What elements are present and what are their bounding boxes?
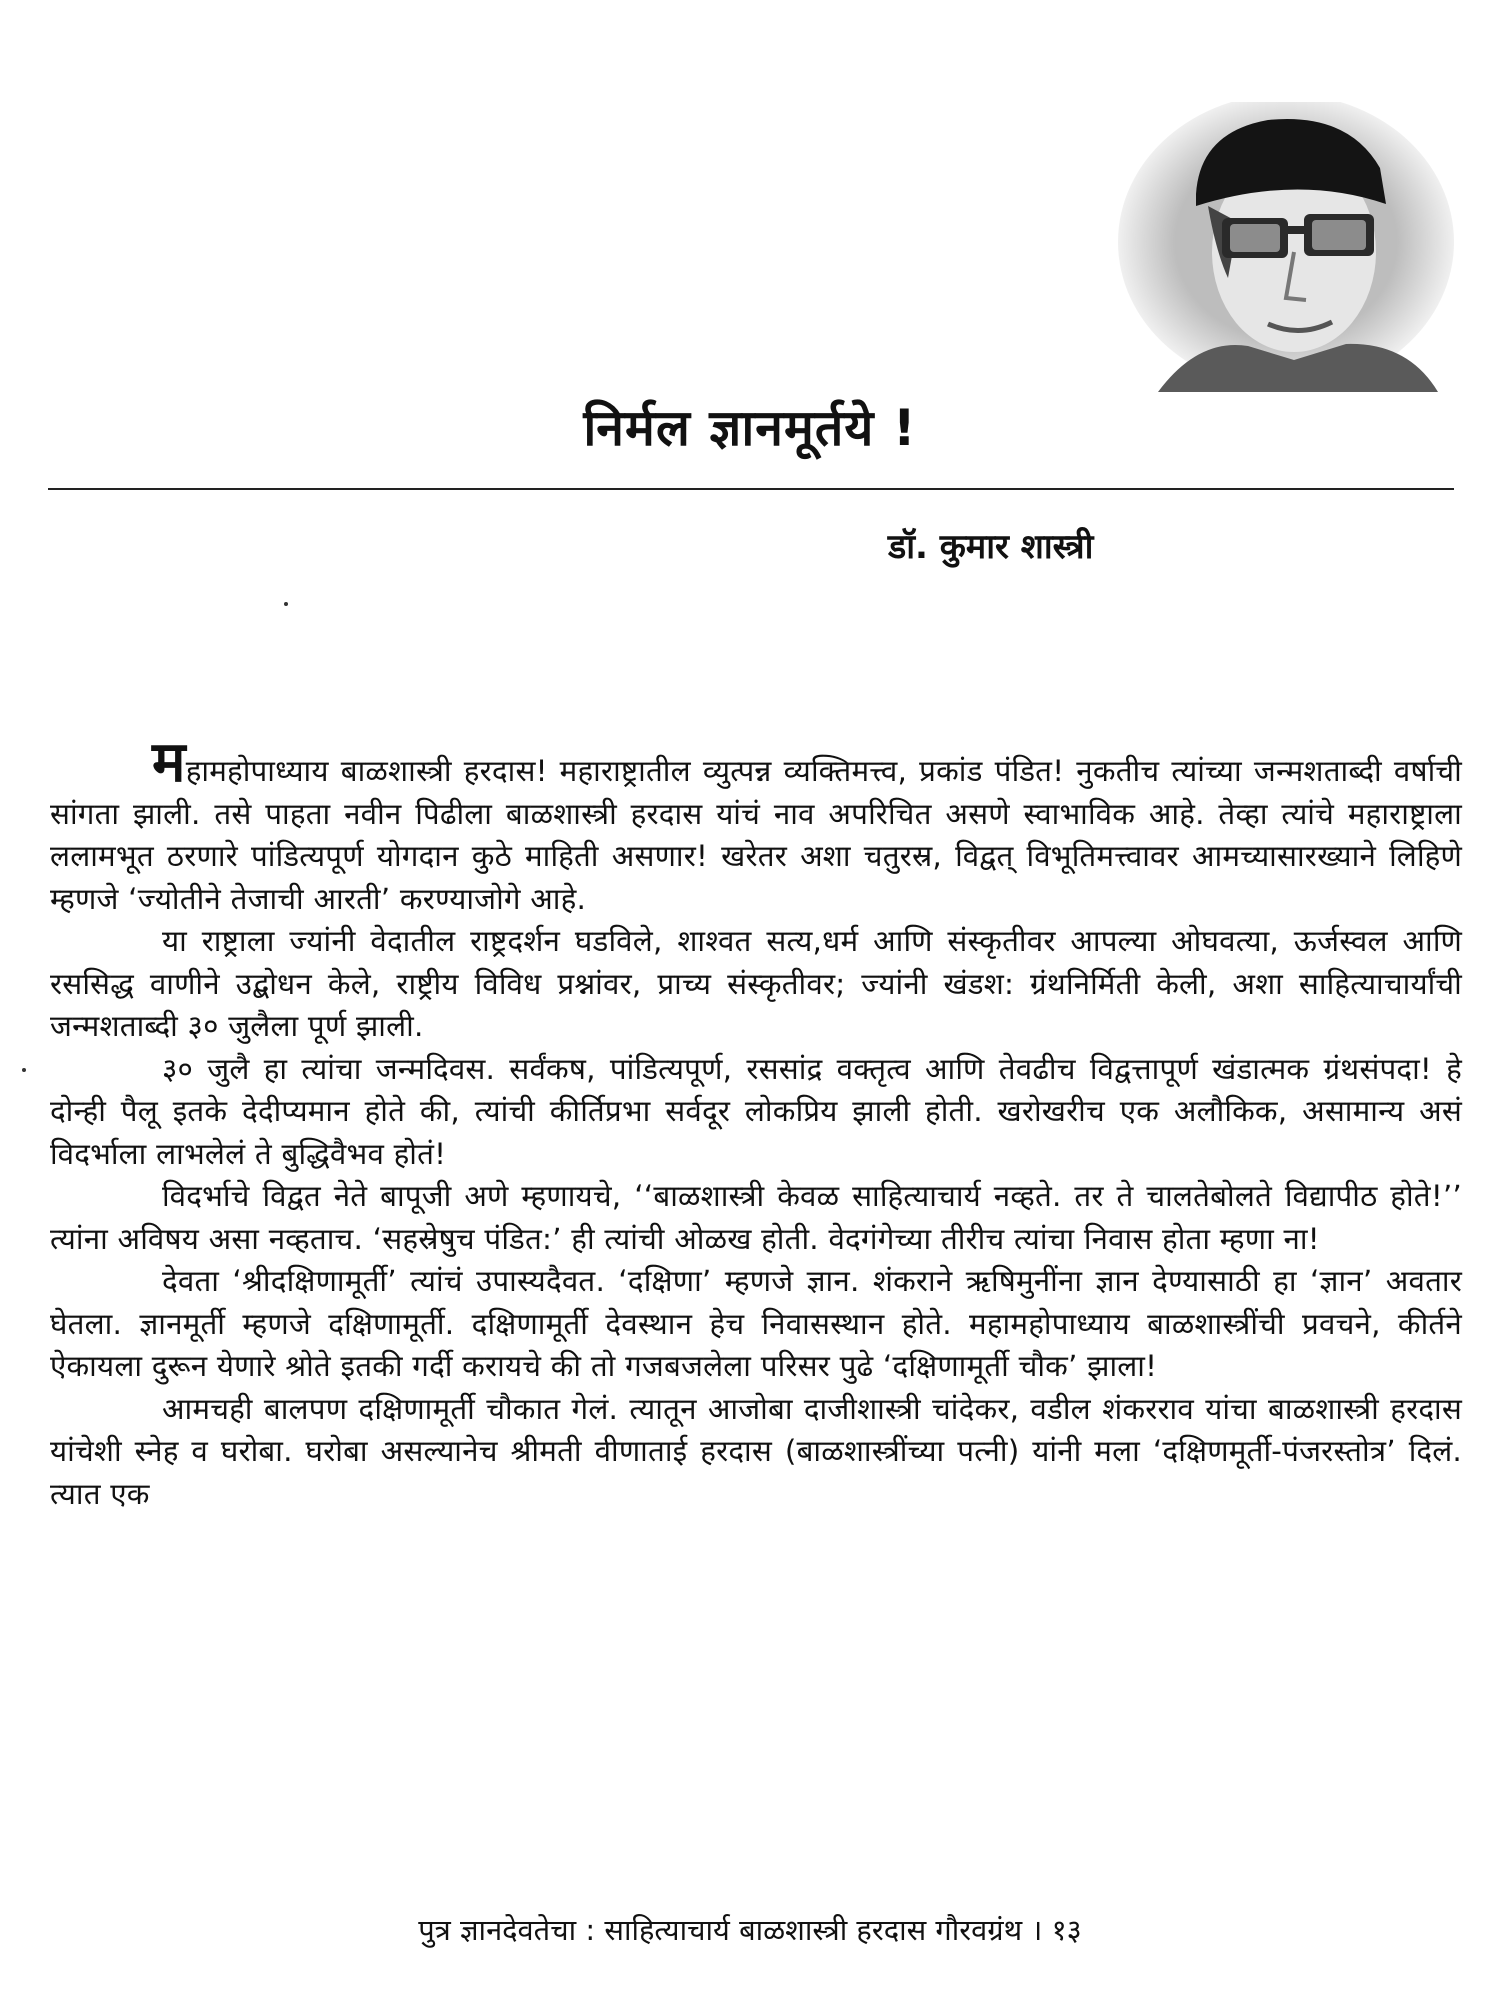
speck-mark [284, 602, 288, 606]
article-body [50, 730, 1462, 1515]
paragraph: या राष्ट्राला ज्यांनी वेदातील राष्ट्रदर्शन घडविले, शाश्वत सत्य,धर्म आणि संस्कृतीवर आपल्या ओघवत्या, ऊर्जस्वल आणि रससिद्ध वाणीने उद्बोधन केले, राष्ट्रीय विविध प्रश्नांवर, प्राच्य संस्कृतीवर; ज्यांनी खंडश: ग्रंथनिर्मिती केली, अशा साहित्याचार्यांची जन्मशताब्दी ३० जुलैला पूर्ण झाली. [50, 924, 1462, 1043]
paragraph: आमचही बालपण दक्षिणामूर्ती चौकात गेलं. त्यातून आजोबा दाजीशास्त्री चांदेकर, वडील शंकरराव यांचा बाळशास्त्री हरदास यांचेशी स्नेह व घरोबा. घरोबा असल्यानेच श्रीमती वीणाताई हरदास (बाळशास्त्रींच्या पत्नी) यांनी मला ‘दक्षिणमूर्ती-पंजरस्तोत्र’ दिलं. त्यात एक [50, 1391, 1462, 1511]
title-divider [48, 488, 1454, 490]
portrait-photo-icon [1118, 102, 1454, 392]
paragraph: ३० जुलै हा त्यांचा जन्मदिवस. सर्वंकष, पांडित्यपूर्ण, रससांद्र वक्तृत्व आणि तेवढीच विद्वत्तापूर्ण खंडात्मक ग्रंथसंपदा! हे दोन्ही पैलू इतके देदीप्यमान होते की, त्यांची कीर्तिप्रभा सर्वदूर लोकप्रिय झाली होती. खरोखरीच एक अलौकिक, असामान्य असं विदर्भाला लाभलेलं ते बुद्धिवैभव होतं! [50, 1051, 1462, 1171]
paragraph-text: हामहोपाध्याय बाळशास्त्री हरदास! महाराष्ट्रातील व्युत्पन्न व्यक्तिमत्त्व, प्रकांड पंडित! नुकतीच त्यांच्या जन्मशताब्दी वर्षाची सांगता झाली. तसे पाहता नवीन पिढीला बाळशास्त्री हरदास यांचं नाव अपरिचित असणे स्वाभाविक आहे. तेव्हा त्यांचे महाराष्ट्राला ललामभूत ठरणारे पांडित्यपूर्ण योगदान कुठे माहिती असणार! खरेतर अशा चतुरस्र, विद्वत् विभूतिमत्त्वावर आमच्यासारख्याने लिहिणे म्हणजे ‘ज्योतीने तेजाची आरती’ करण्याजोगे आहे. [50, 754, 1462, 916]
paragraph: देवता ‘श्रीदक्षिणामूर्ती’ त्यांचं उपास्यदैवत. ‘दक्षिणा’ म्हणजे ज्ञान. शंकराने ऋषिमुनींना ज्ञान देण्यासाठी हा ‘ज्ञान’ अवतार घेतला. ज्ञानमूर्ती म्हणजे दक्षिणामूर्ती. दक्षिणामूर्ती देवस्थान हेच निवासस्थान होते. महामहोपाध्याय बाळशास्त्रींची प्रवचने, कीर्तने ऐकायला दुरून येणारे श्रोते इतकी गर्दी करायचे की तो गजबजलेला परिसर पुढे ‘दक्षिणामूर्ती चौक’ झाला! [50, 1264, 1462, 1383]
speck-mark [22, 1068, 26, 1072]
page-footer: पुत्र ज्ञानदेवतेचा : साहित्याचार्य बाळशास्त्री हरदास गौरवग्रंथ । १३ [418, 1913, 1082, 1947]
author-name: डॉ. कुमार शास्त्री [888, 527, 1094, 567]
paragraph [50, 730, 1462, 920]
paragraph: विदर्भाचे विद्वत नेते बापूजी अणे म्हणायचे, ‘‘बाळशास्त्री केवळ साहित्याचार्य नव्हते. तर ते चालतेबोलते विद्यापीठ होते!’’ त्यांना अविषय असा नव्हताच. ‘सहस्रेषुच पंडित:’ ही त्यांची ओळख होती. वेदगंगेच्या तीरीच त्यांचा निवास होता म्हणा ना! [50, 1179, 1462, 1256]
drop-cap: म [152, 730, 186, 795]
article-title: निर्मल ज्ञानमूर्तये ! [583, 399, 917, 457]
